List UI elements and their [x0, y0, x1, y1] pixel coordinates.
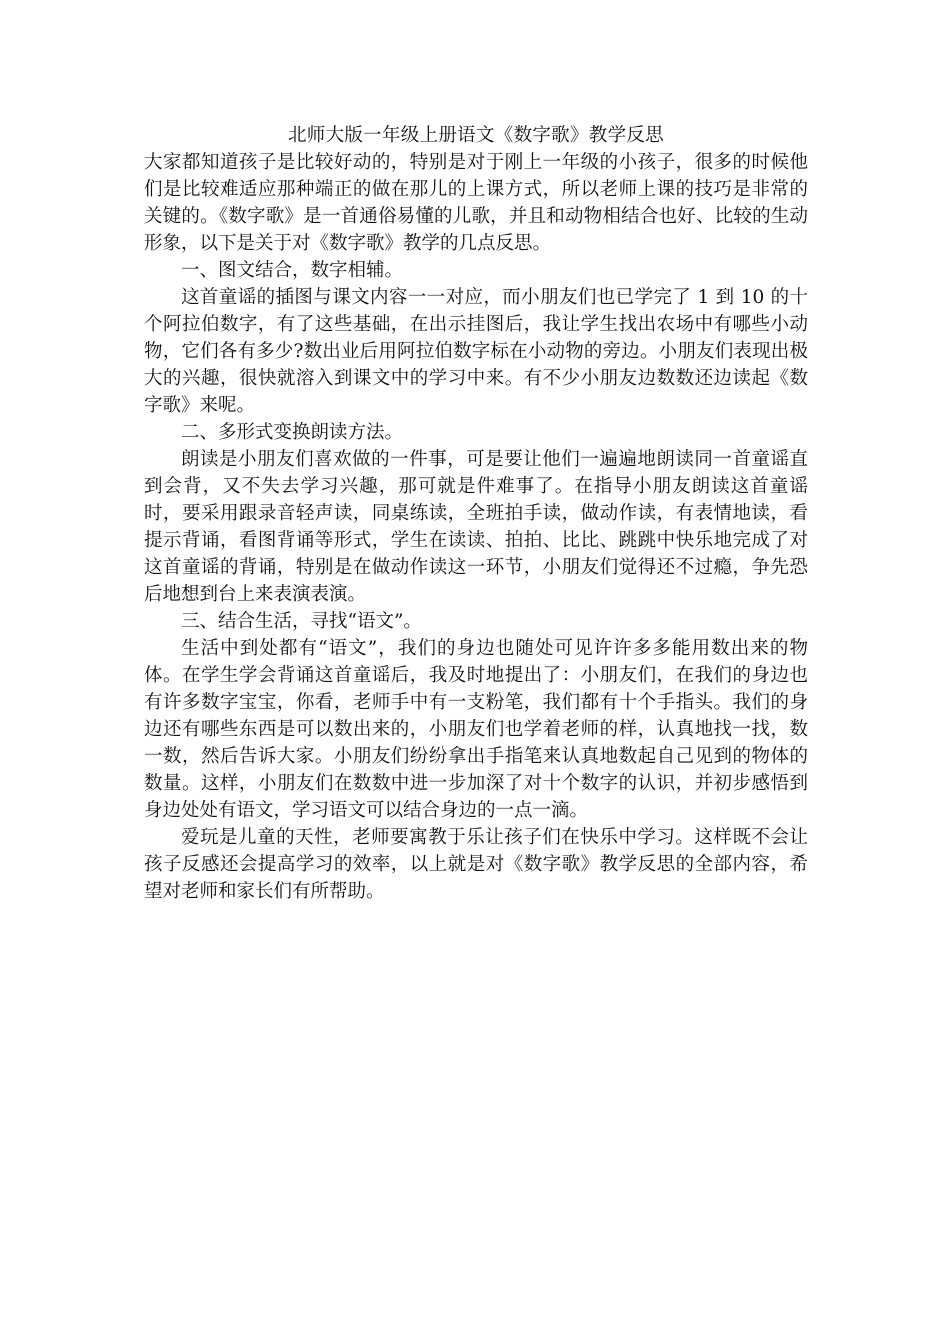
document-page [144, 122, 808, 905]
section-heading-2: 二、多形式变换朗读方法。 [181, 422, 404, 443]
section-heading-1: 一、图文结合，数字相辅。 [181, 260, 404, 281]
intro-paragraph: 大家都知道孩子是比较好动的，特别是对于刚上一年级的小孩子，很多的时候他们是比较难适应那种端正的做在那儿的上课方式，所以老师上课的技巧是非常的关键的。《数字歌》是一首通俗易懂的儿歌，并且和动物相结合也好、比较的生动形象，以下是关于对《数字歌》教学的几点反思。 [144, 152, 808, 254]
section-heading-3: 三、结合生活，寻找“语文”。 [181, 611, 422, 632]
section-body-3: 生活中到处都有“语文”，我们的身边也随处可见许许多多能用数出来的物体。在学生学会背诵这首童谣后，我及时地提出了：小朋友们，在我们的身边也有许多数字宝宝，你看，老师手中有一支粉笔，我们都有十个手指头。我们的身边还有哪些东西是可以数出来的，小朋友们也学着老师的样，认真地找一找，数一数，然后告诉大家。小朋友们纷纷拿出手指笔来认真地数起自己见到的物体的数量。这样，小朋友们在数数中进一步加深了对十个数字的认识，并初步感悟到身边处处有语文，学习语文可以结合身边的一点一滴。 [144, 638, 808, 821]
conclusion-paragraph: 爱玩是儿童的天性，老师要寓教于乐让孩子们在快乐中学习。这样既不会让孩子反感还会提高学习的效率，以上就是对《数字歌》教学反思的全部内容，希望对老师和家长们有所帮助。 [144, 827, 808, 902]
section-body-2: 朗读是小朋友们喜欢做的一件事，可是要让他们一遍遍地朗读同一首童谣直到会背，又不失去学习兴趣，那可就是件难事了。在指导小朋友朗读这首童谣时，要采用跟录音轻声读，同桌练读，全班拍手读，做动作读，有表情地读，看提示背诵，看图背诵等形式，学生在读读、拍拍、比比、跳跳中快乐地完成了对这首童谣的背诵，特别是在做动作读这一环节，小朋友们觉得还不过瘾，争先恐后地想到台上来表演表演。 [144, 449, 808, 605]
section-body-1: 这首童谣的插图与课文内容一一对应，而小朋友们也已学完了 1 到 10 的十个阿拉伯数字，有了这些基础，在出示挂图后，我让学生找出农场中有哪些小动物，它们各有多少?数出业后用阿拉伯数字标在小动物的旁边。小朋友们表现出极大的兴趣，很快就溶入到课文中的学习中来。有不少小朋友边数数还边读起《数字歌》来呢。 [144, 287, 808, 416]
document-title: 北师大版一年级上册语文《数字歌》教学反思 [287, 125, 664, 146]
